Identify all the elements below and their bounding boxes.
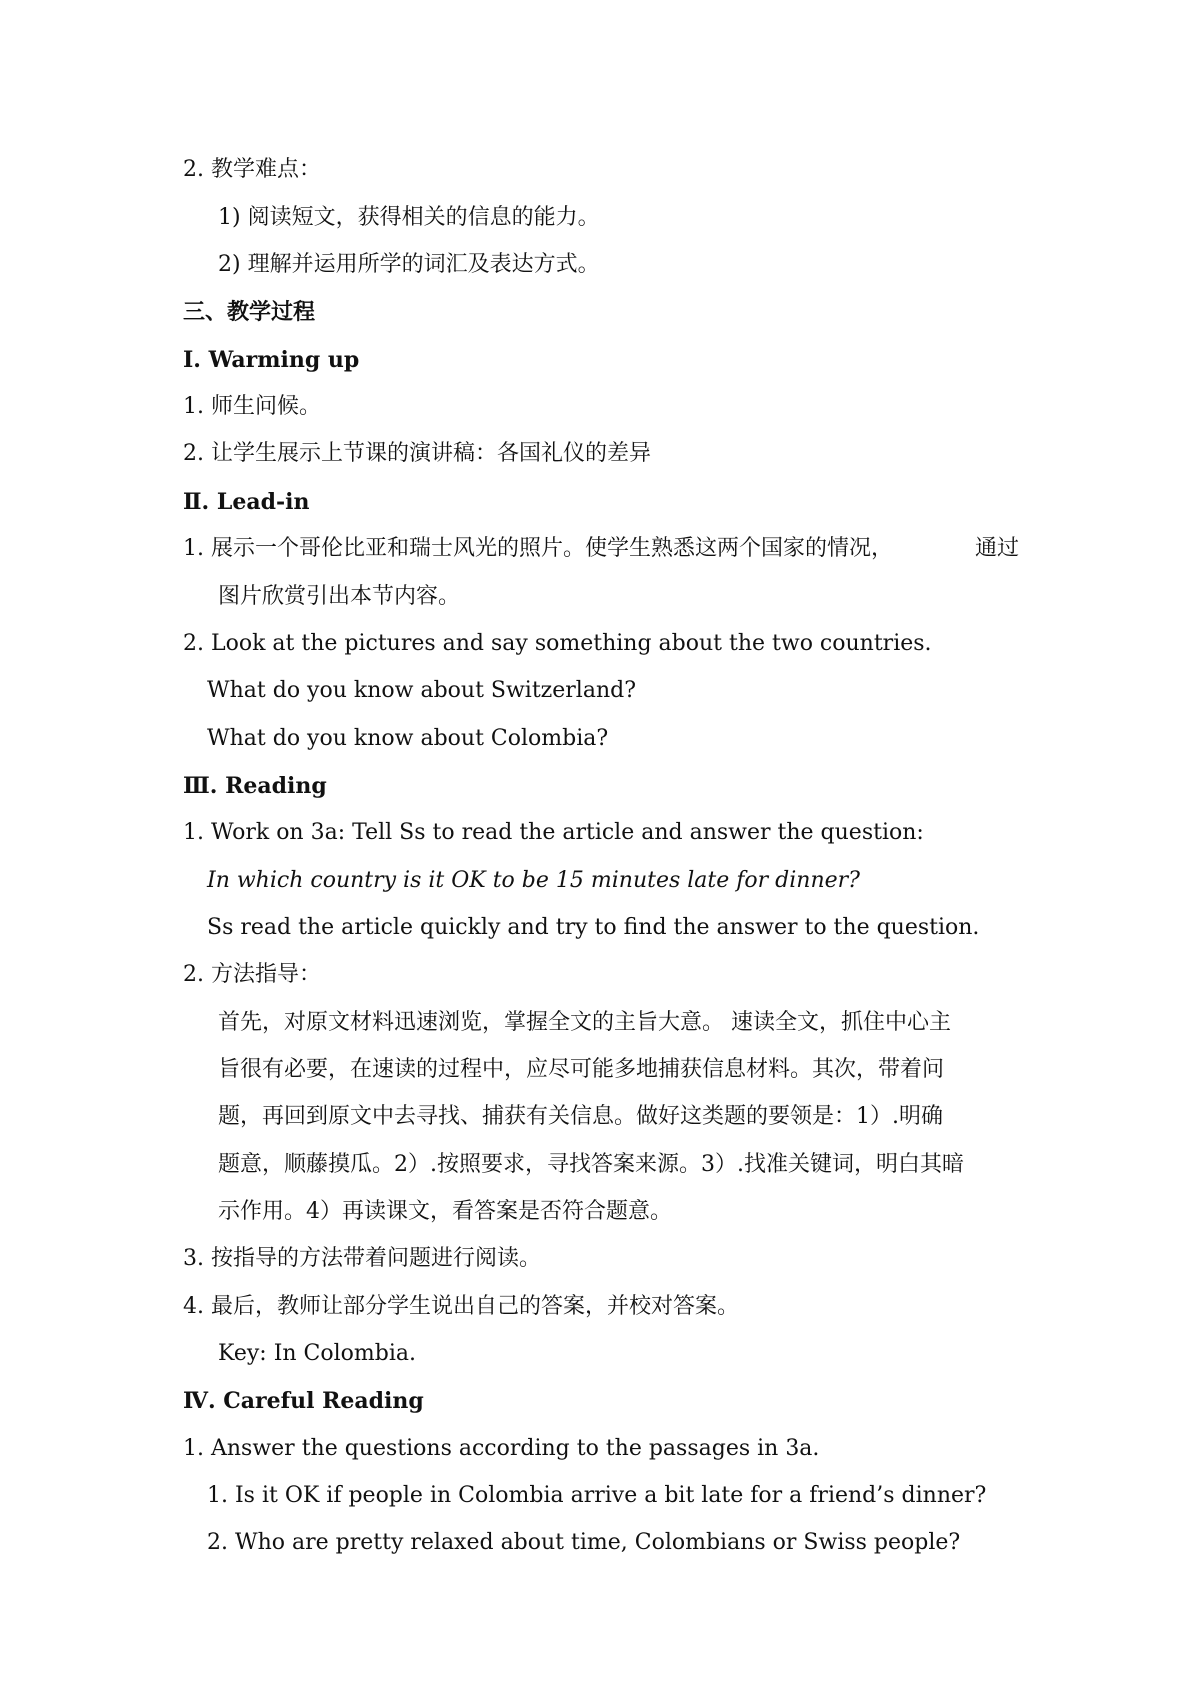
warming-item-2: 2. 让学生展示上节课的演讲稿：各国礼仪的差异: [183, 441, 651, 466]
reading-item-1: 1. Work on 3a: Tell Ss to read the article and answer the question:: [183, 820, 924, 845]
difficulty-item-1: 1) 阅读短文，获得相关的信息的能力。: [218, 205, 600, 230]
careful-question-2: 2. Who are pretty relaxed about time, Colombians or Swiss people?: [207, 1530, 961, 1555]
reading-question: In which country is it OK to be 15 minutes late for dinner?: [207, 868, 860, 893]
lead-in-item-1-cont: 图片欣赏引出本节内容。: [218, 584, 461, 609]
method-guide-line-5: 示作用。4）再读课文，看答案是否符合题意。: [218, 1199, 672, 1224]
method-guide-line-4: 题意，顺藤摸瓜。2）.按照要求，寻找答案来源。3）.找准关键词，明白其暗: [218, 1152, 964, 1177]
lead-in-item-2: 2. Look at the pictures and say something about the two countries.: [183, 631, 932, 656]
answer-key: Key: In Colombia.: [218, 1341, 416, 1366]
method-guide-heading: 2. 方法指导：: [183, 962, 321, 987]
lead-in-question-1: What do you know about Switzerland?: [207, 678, 637, 703]
warming-item-1: 1. 师生问候。: [183, 394, 321, 419]
reading-item-4: 4. 最后，教师让部分学生说出自己的答案，并校对答案。: [183, 1294, 739, 1319]
method-guide-line-2: 旨很有必要，在速读的过程中，应尽可能多地捕获信息材料。其次，带着问: [218, 1057, 945, 1082]
lead-in-question-2: What do you know about Colombia?: [207, 726, 609, 751]
careful-question-1: 1. Is it OK if people in Colombia arrive a bit late for a friend’s dinner?: [207, 1483, 987, 1508]
careful-reading-item-1: 1. Answer the questions according to the passages in 3a.: [183, 1436, 820, 1461]
step-heading-careful-reading: Ⅳ. Careful Reading: [183, 1388, 424, 1414]
reading-instruction: Ss read the article quickly and try to find the answer to the question.: [207, 915, 980, 940]
difficulty-item-2: 2) 理解并运用所学的词汇及表达方式。: [218, 252, 600, 277]
section-title-teaching-process: 三、教学过程: [183, 299, 316, 325]
method-guide-line-1: 首先，对原文材料迅速浏览，掌握全文的主旨大意。 速读全文，抓住中心主: [218, 1010, 951, 1035]
lead-in-item-1: 1. 展示一个哥伦比亚和瑞士风光的照片。使学生熟悉这两个国家的情况，: [183, 536, 893, 561]
lead-in-item-1-tail: 通过: [975, 536, 1020, 561]
step-heading-warming-up: Ⅰ. Warming up: [183, 347, 360, 373]
step-heading-reading: Ⅲ. Reading: [183, 773, 327, 799]
difficulty-heading: 2. 教学难点：: [183, 157, 321, 182]
step-heading-lead-in: Ⅱ. Lead-in: [183, 489, 310, 515]
method-guide-line-3: 题，再回到原文中去寻找、捕获有关信息。做好这类题的要领是：1）.明确: [218, 1104, 943, 1129]
reading-item-3: 3. 按指导的方法带着问题进行阅读。: [183, 1246, 541, 1271]
